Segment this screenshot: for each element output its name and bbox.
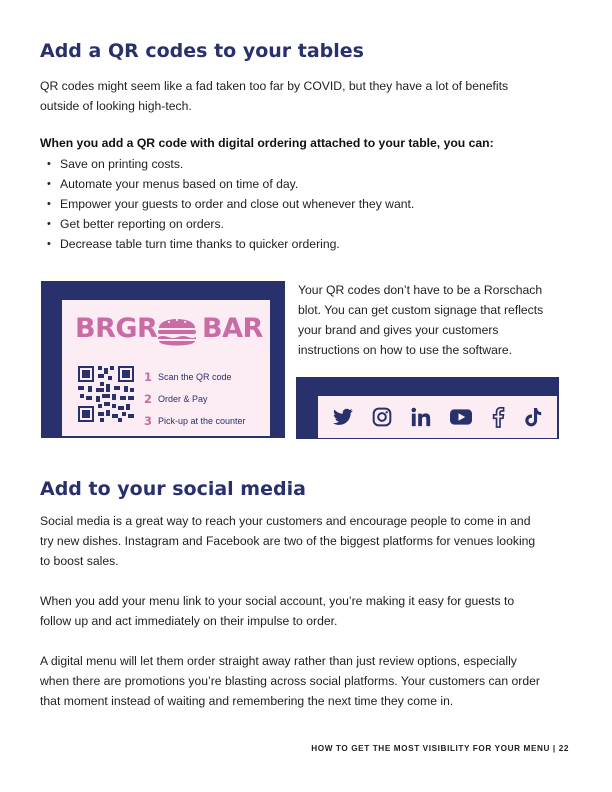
linkedin-icon (411, 407, 431, 427)
list-item: • Empower your guests to order and close out whenever they want. (40, 194, 580, 214)
ordering-steps (144, 366, 246, 432)
page-footer: HOW TO GET THE MOST VISIBILITY FOR YOUR MENU | 22 (311, 744, 569, 753)
paragraph-line: When you add your menu link to your social account, you’re making it easy for guests to (40, 594, 515, 608)
signage-line: your brand and gives your customers (298, 323, 499, 337)
tiktok-icon (524, 407, 542, 427)
qr-benefits-list (40, 154, 580, 254)
burger-icon (155, 310, 199, 350)
brgr-bar-sign (62, 300, 270, 436)
logo-text-left: BRGR (75, 313, 158, 344)
youtube-icon (450, 409, 472, 425)
step-number: 2 (144, 392, 153, 406)
step-item (144, 410, 246, 432)
facebook-icon (491, 406, 505, 428)
intro-line: outside of looking high-tech. (40, 99, 192, 113)
paragraph-line: A digital menu will let them order straight away rather than just review options, especially (40, 654, 517, 668)
qr-intro-paragraph (40, 76, 580, 116)
list-item: • Automate your menus based on time of day. (40, 174, 580, 194)
section-heading-social: Add to your social media (40, 478, 306, 500)
social-paragraph-2 (40, 591, 585, 631)
step-text: Order & Pay (158, 394, 208, 404)
paragraph-line: Social media is a great way to reach your customers and encourage people to come in and (40, 514, 531, 528)
signage-line: instructions on how to use the software. (298, 343, 513, 357)
step-text: Scan the QR code (158, 372, 232, 382)
step-number: 1 (144, 370, 153, 384)
step-item (144, 388, 246, 410)
list-item: • Get better reporting on orders. (40, 214, 580, 234)
step-text: Pick-up at the counter (158, 416, 246, 426)
paragraph-line: to boost sales. (40, 554, 119, 568)
paragraph-line: when there are promotions you’re blasting across social platforms. Your customers can order (40, 674, 540, 688)
intro-line: QR codes might seem like a fad taken too far by COVID, but they have a lot of benefits (40, 79, 509, 93)
signage-line: Your QR codes don’t have to be a Rorschach (298, 283, 543, 297)
social-paragraph-3 (40, 651, 585, 711)
list-item: • Save on printing costs. (40, 154, 580, 174)
signage-line: blot. You can get custom signage that reflects (298, 303, 544, 317)
step-item (144, 366, 246, 388)
paragraph-line: that moment instead of waiting and remembering the next time they come in. (40, 694, 454, 708)
qr-lead-text: When you add a QR code with digital ordering attached to your table, you can: (40, 136, 494, 150)
logo-text-right: BAR (202, 313, 263, 344)
social-icons-bar (318, 396, 557, 438)
twitter-icon (333, 408, 353, 426)
section-heading-qr: Add a QR codes to your tables (40, 40, 364, 62)
paragraph-line: try new dishes. Instagram and Facebook are two of the biggest platforms for venues looking (40, 534, 536, 548)
step-number: 3 (144, 414, 153, 428)
instagram-icon (372, 407, 392, 427)
paragraph-line: follow up and act immediately on their impulse to order. (40, 614, 338, 628)
qr-code-icon (78, 366, 134, 422)
signage-paragraph (298, 280, 588, 360)
social-paragraph-1 (40, 511, 585, 571)
list-item: • Decrease table turn time thanks to quicker ordering. (40, 234, 580, 254)
